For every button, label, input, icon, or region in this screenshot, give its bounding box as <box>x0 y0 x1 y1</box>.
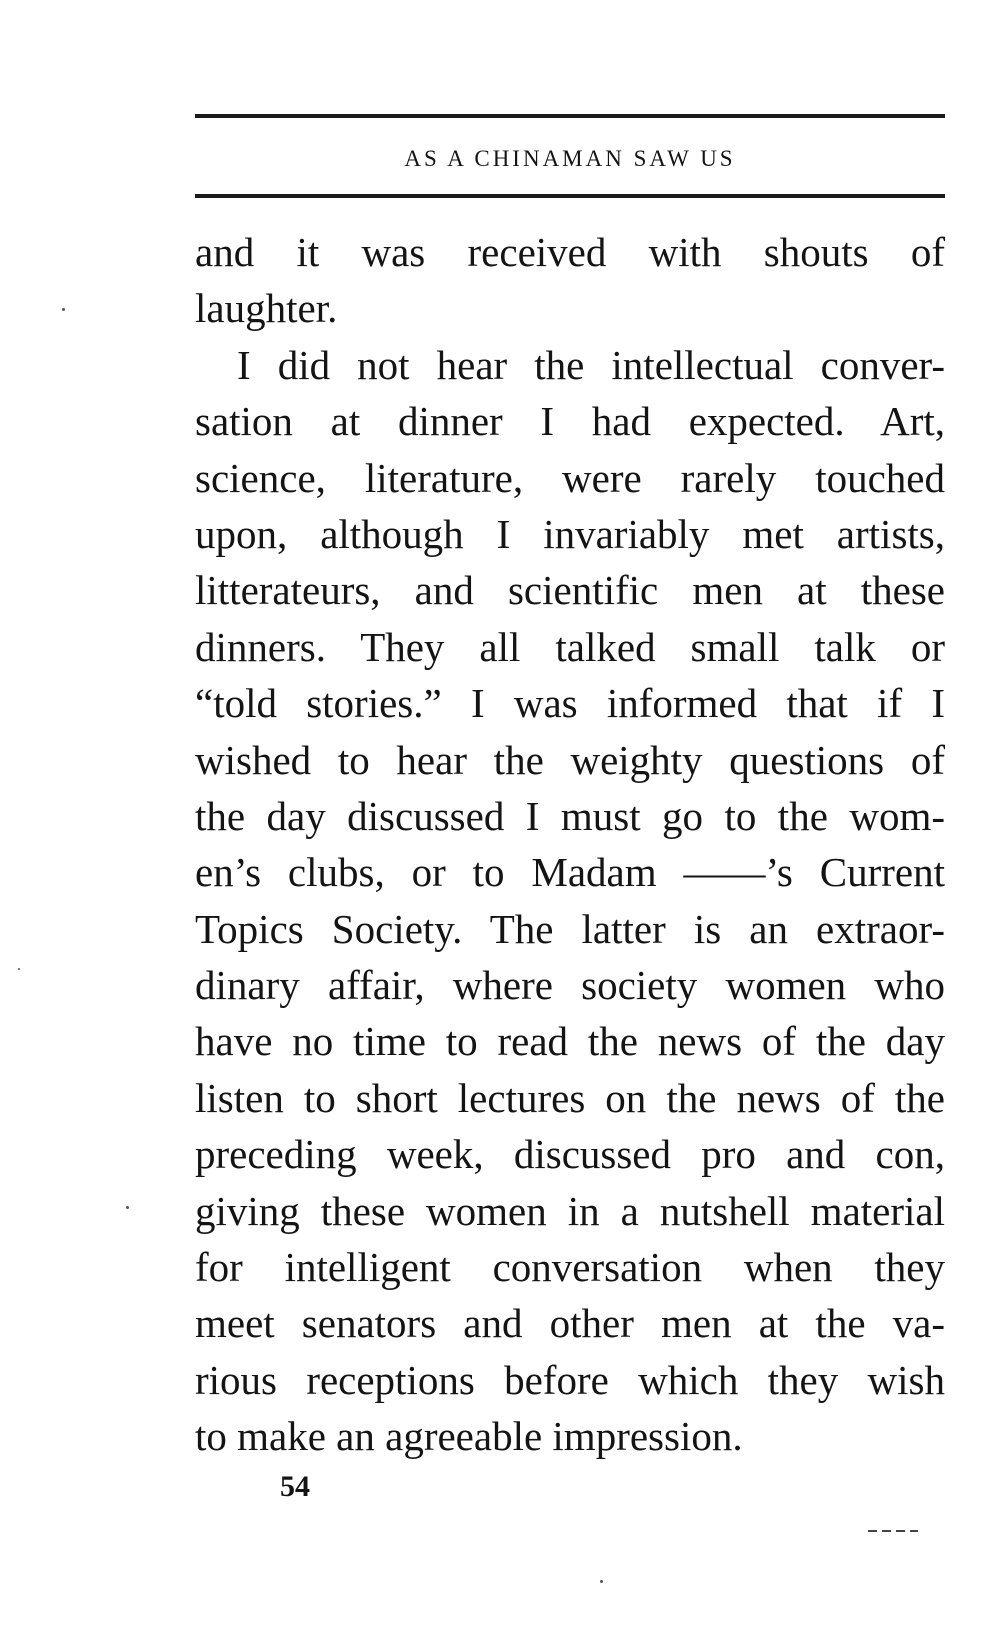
text-line: and it was received with shouts of <box>195 229 945 275</box>
text-line: “told stories.” I was informed that if I <box>195 680 945 727</box>
scan-speck <box>62 308 65 311</box>
body-text <box>195 224 945 1465</box>
text-line: preceding week, discussed pro and con, <box>195 1131 945 1178</box>
text-line: science, literature, were rarely touched <box>195 454 945 501</box>
text-line: upon, although I invariably met artists, <box>195 510 945 557</box>
text-line: dinners. They all talked small talk or <box>195 623 945 670</box>
text-line: for intelligent conversation when they <box>195 1244 945 1291</box>
scan-speck <box>126 1206 129 1209</box>
page-number: 54 <box>280 1470 310 1503</box>
text-line: sation at dinner I had expected. Art, <box>195 398 945 445</box>
scan-smudge <box>868 1530 918 1532</box>
text-line: the day discussed I must go to the wom- <box>195 792 945 839</box>
text-line: dinary affair, where society women who <box>195 962 945 1009</box>
text-line: meet senators and other men at the va- <box>195 1300 945 1347</box>
scan-speck <box>18 968 20 970</box>
text-line: have no time to read the news of the day <box>195 1018 945 1065</box>
text-line: I did not hear the intellectual conver- <box>237 341 945 388</box>
header-rule-bottom <box>195 194 945 198</box>
text-line: rious receptions before which they wish <box>195 1356 945 1403</box>
text-line: laughter. <box>195 285 338 332</box>
text-line: wished to hear the weighty questions of <box>195 736 945 783</box>
text-line: en’s clubs, or to Madam ——’s Current <box>195 849 945 896</box>
running-head: AS A CHINAMAN SAW US <box>404 146 736 171</box>
scan-speck <box>600 1580 603 1583</box>
text-line: to make an agreeable impression. <box>195 1413 743 1460</box>
text-line: litterateurs, and scientific men at these <box>195 567 945 614</box>
text-line: giving these women in a nutshell material <box>195 1187 945 1234</box>
header-rule-top <box>195 114 945 118</box>
text-line: Topics Society. The latter is an extraor- <box>195 905 945 952</box>
text-line: listen to short lectures on the news of the <box>195 1074 945 1121</box>
